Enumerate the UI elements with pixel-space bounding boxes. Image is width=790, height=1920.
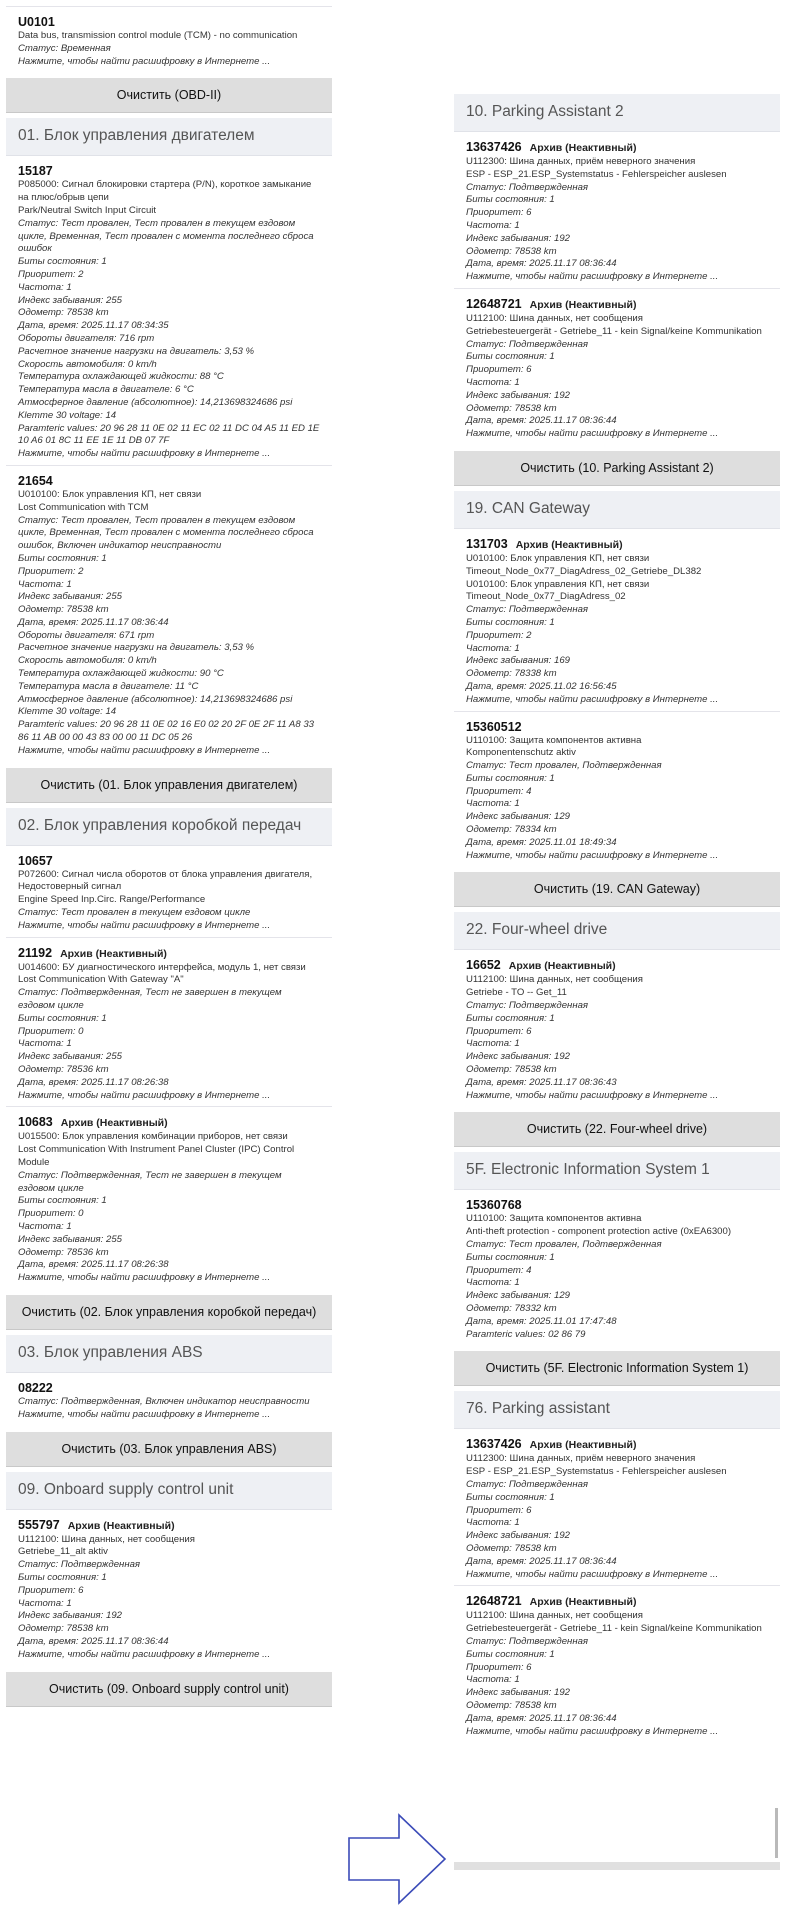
dtc-detail-line: Одометр: 78538 km (466, 1699, 557, 1711)
dtc-detail-line: Статус: Тест провален, Подтвержденная (466, 760, 662, 772)
section-header: 02. Блок управления коробкой передач (6, 808, 332, 846)
dtc-detail-line: Одометр: 78338 km (466, 668, 557, 680)
search-online-link[interactable]: Нажмите, чтобы найти расшифровку в Интернете ... (18, 919, 271, 931)
dtc-detail-line: Дата, время: 2025.11.01 18:49:34 (466, 836, 617, 848)
dtc-detail-line: Одометр: 78538 km (466, 245, 557, 257)
dtc-detail-line: Park/Neutral Switch Input Circuit (18, 204, 157, 216)
scrollbar[interactable] (775, 1808, 778, 1858)
search-online-link[interactable]: Нажмите, чтобы найти расшифровку в Интернете ... (466, 1089, 719, 1101)
clear-button-wrap (454, 445, 780, 491)
archive-badge: Архив (Неактивный) (508, 960, 616, 973)
dtc-detail-line: U112100: Шина данных, нет сообщения (18, 1533, 195, 1545)
dtc-code (454, 140, 780, 156)
dtc-detail-line: Lost Communication with TCM (18, 501, 149, 513)
dtc-detail-line: Частота: 1 (466, 1517, 520, 1529)
dtc-code (6, 474, 332, 489)
dtc-detail-line: Одометр: 78538 km (18, 307, 109, 319)
dtc-detail-line: U112300: Шина данных, приём неверного значения (466, 156, 696, 167)
dtc-details (6, 1534, 332, 1662)
dtc-detail-line: U010100: Блок управления КП, нет связи (466, 552, 650, 564)
right-arrow-icon (347, 1813, 447, 1905)
dtc-detail-line: Одометр: 78538 km (18, 604, 109, 616)
search-online-link[interactable]: Нажмите, чтобы найти расшифровку в Интернете ... (18, 55, 271, 67)
search-online-link[interactable]: Нажмите, чтобы найти расшифровку в Интернете ... (466, 1568, 719, 1580)
dtc-code-number: 13637426 (466, 140, 522, 154)
section-header: 5F. Electronic Information System 1 (454, 1152, 780, 1190)
search-online-link[interactable]: Нажмите, чтобы найти расшифровку в Интернете ... (466, 1725, 719, 1737)
dtc-detail-line: Дата, время: 2025.11.17 08:26:38 (18, 1259, 169, 1271)
dtc-detail-line: Температура масла в двигателе: 6 °C (18, 384, 194, 396)
section-header: 09. Onboard supply control unit (6, 1472, 332, 1510)
dtc-detail-line: Timeout_Node_0x77_DiagAdress_02_Getriebe_DL382 (466, 565, 702, 577)
dtc-detail-line: U112100: Шина данных, нет сообщения (466, 312, 643, 324)
dtc-detail-line: Lost Communication With Instrument Panel Cluster (IPC) Control Module (18, 1144, 295, 1168)
clear-button-wrap (6, 1289, 332, 1335)
dtc-detail-line: Статус: Подтвержденная (466, 338, 589, 350)
dtc-entry[interactable] (6, 938, 332, 1108)
dtc-code-number: 21192 (18, 945, 53, 960)
dtc-detail-line: Приоритет: 2 (466, 629, 532, 641)
dtc-detail-line: Статус: Подтвержденная (466, 1635, 589, 1647)
dtc-detail-line: Приоритет: 6 (466, 364, 532, 376)
dtc-detail-line: Приоритет: 0 (18, 1025, 84, 1037)
dtc-detail-line: Одометр: 78536 km (18, 1246, 109, 1258)
clear-codes-button[interactable]: Очистить (22. Four-wheel drive) (454, 1112, 780, 1146)
dtc-detail-line: Anti-theft protection - component protection active (0xEA6300) (466, 1226, 732, 1238)
dtc-entry[interactable] (454, 1190, 780, 1345)
dtc-detail-line: Приоритет: 2 (18, 565, 84, 577)
dtc-detail-line: Engine Speed Inp.Circ. Range/Performance (18, 894, 206, 906)
clear-button-wrap (454, 866, 780, 912)
dtc-detail-line: Приоритет: 6 (466, 1661, 532, 1673)
archive-badge: Архив (Неактивный) (67, 1519, 175, 1532)
dtc-detail-line: Биты состояния: 1 (466, 616, 555, 628)
dtc-detail-line: Getriebesteuergerät - Getriebe_11 - kein Signal/keine Kommunikation (466, 325, 762, 337)
dtc-detail-line: Биты состояния: 1 (466, 1012, 555, 1024)
dtc-detail-line: Приоритет: 4 (466, 785, 532, 797)
archive-badge: Архив (Неактивный) (529, 142, 637, 154)
clear-codes-button[interactable]: Очистить (03. Блок управления ABS) (6, 1432, 332, 1466)
section-header: 76. Parking assistant (454, 1391, 780, 1429)
dtc-detail-line: Data bus, transmission control module (TCM) - no communication (18, 30, 298, 41)
dtc-detail-line: Одометр: 78536 km (18, 1064, 109, 1076)
dtc-detail-line: Индекс забывания: 192 (18, 1610, 123, 1622)
dtc-detail-line: U110100: Защита компонентов активна (466, 734, 642, 746)
dtc-detail-line: Индекс забывания: 255 (18, 1233, 123, 1245)
dtc-code-number: 16652 (466, 958, 501, 973)
dtc-code-number: 12648721 (466, 296, 522, 311)
dtc-detail-line: Температура охлаждающей жидкости: 90 °C (18, 668, 224, 680)
search-online-link[interactable]: Нажмите, чтобы найти расшифровку в Интернете ... (466, 849, 719, 861)
dtc-detail-line: Getriebe_11_alt aktiv (18, 1546, 108, 1558)
dtc-detail-line: Приоритет: 2 (18, 268, 84, 280)
dtc-detail-line: Биты состояния: 1 (18, 256, 107, 268)
dtc-details (454, 1213, 780, 1341)
dtc-detail-line: Скорость автомобиля: 0 km/h (18, 655, 157, 667)
dtc-details (454, 1610, 780, 1738)
clear-codes-button[interactable]: Очистить (10. Parking Assistant 2) (454, 451, 780, 485)
dtc-code-number: 555797 (18, 1517, 60, 1532)
dtc-detail-line: P085000: Сигнал блокировки стартера (P/N), короткое замыкание на плюс/обрыв цепи (18, 179, 312, 204)
search-online-link[interactable]: Нажмите, чтобы найти расшифровку в Интернете ... (18, 448, 271, 460)
section-header: 10. Parking Assistant 2 (454, 94, 780, 132)
dtc-entry[interactable] (6, 1510, 332, 1666)
dtc-details (454, 156, 780, 284)
left-column (6, 0, 332, 1712)
dtc-detail-line: Приоритет: 0 (18, 1208, 84, 1220)
archive-badge: Архив (Неактивный) (515, 538, 623, 551)
dtc-detail-line: Одометр: 78538 km (18, 1623, 109, 1635)
dtc-detail-line: U015500: Блок управления комбинации приборов, нет связи (18, 1131, 288, 1143)
dtc-details (6, 489, 332, 758)
dtc-detail-line: Статус: Подтвержденная, Тест не завершен в текущем ездовом цикле (18, 987, 282, 1012)
dtc-detail-line: Биты состояния: 1 (18, 1012, 107, 1024)
dtc-entry[interactable] (454, 529, 780, 712)
dtc-detail-line: U112300: Шина данных, приём неверного значения (466, 1453, 696, 1465)
dtc-details (6, 1131, 332, 1285)
dtc-detail-line: Статус: Подтвержденная, Включен индикатор неисправности (18, 1395, 310, 1407)
dtc-code (6, 1518, 332, 1534)
dtc-detail-line: Индекс забывания: 255 (18, 294, 123, 306)
dtc-detail-line: Дата, время: 2025.11.17 08:36:44 (466, 1555, 617, 1567)
dtc-entry[interactable] (454, 1586, 780, 1742)
dtc-details (6, 30, 332, 68)
dtc-detail-line: Частота: 1 (18, 1038, 72, 1050)
dtc-details (454, 735, 780, 863)
dtc-code-number: 21654 (18, 473, 53, 488)
dtc-code (454, 958, 780, 974)
dtc-detail-line: Timeout_Node_0x77_DiagAdress_02 (466, 591, 626, 603)
dtc-detail-line: Биты состояния: 1 (466, 1648, 555, 1660)
dtc-detail-line: Приоритет: 6 (466, 207, 532, 219)
dtc-detail-line: Статус: Временная (18, 42, 111, 54)
search-online-link[interactable]: Нажмите, чтобы найти расшифровку в Интернете ... (466, 693, 719, 705)
dtc-entry[interactable] (454, 950, 780, 1106)
right-column (454, 94, 780, 1742)
clear-button-wrap (454, 1106, 780, 1152)
dtc-detail-line: Дата, время: 2025.11.17 08:36:44 (466, 258, 617, 270)
clear-codes-button[interactable]: Очистить (01. Блок управления двигателем) (6, 768, 332, 802)
dtc-detail-line: Частота: 1 (18, 1220, 72, 1232)
dtc-detail-line: Дата, время: 2025.11.17 08:26:38 (18, 1076, 169, 1088)
dtc-detail-line: Paramteric values: 20 96 28 11 0E 02 11 EC 02 11 DC 04 A5 11 ED 1E 10 A6 01 8C 11 EE 1E 11 DB 07 7F (18, 422, 320, 447)
dtc-detail-line: Дата, время: 2025.11.02 16:56:45 (466, 680, 617, 692)
dtc-detail-line: Статус: Подтвержденная, Тест не завершен в текущем ездовом цикле (18, 1169, 282, 1194)
dtc-code-number: 12648721 (466, 1594, 522, 1609)
clear-button-wrap (6, 1426, 332, 1472)
dtc-detail-line: Одометр: 78334 km (466, 824, 557, 836)
dtc-detail-line: Индекс забывания: 255 (18, 1051, 123, 1063)
dtc-detail-line: Частота: 1 (466, 1038, 520, 1050)
dtc-detail-line: Частота: 1 (466, 1674, 520, 1686)
clear-codes-button[interactable]: Очистить (02. Блок управления коробкой передач) (6, 1295, 332, 1329)
dtc-detail-line: Биты состояния: 1 (18, 1195, 107, 1207)
dtc-detail-line: Одометр: 78332 km (466, 1303, 557, 1315)
dtc-entry[interactable] (454, 132, 780, 289)
clear-codes-button[interactable]: Очистить (OBD-II) (6, 78, 332, 112)
dtc-detail-line: Getriebesteuergerät - Getriebe_11 - kein Signal/keine Kommunikation (466, 1623, 762, 1635)
top-divider (6, 0, 332, 7)
clear-button-wrap (454, 1345, 780, 1391)
dtc-code-number: 08222 (18, 1380, 53, 1395)
dtc-code (454, 1437, 780, 1453)
archive-badge: Архив (Неактивный) (529, 1596, 637, 1609)
dtc-details (6, 869, 332, 933)
dtc-detail-line: Частота: 1 (18, 281, 72, 293)
dtc-code-number: 131703 (466, 536, 508, 551)
dtc-detail-line: Статус: Тест провален, Тест провален в текущем ездовом цикле, Временная, Тест провален с момента последнего сброса ошибок (18, 217, 314, 255)
dtc-detail-line: Komponentenschutz aktiv (466, 747, 576, 759)
dtc-detail-line: Дата, время: 2025.11.01 17:47:48 (466, 1315, 617, 1327)
dtc-code-number: U0101 (18, 15, 55, 29)
dtc-code-number: 13637426 (466, 1437, 522, 1452)
dtc-detail-line: Одометр: 78538 km (466, 402, 557, 414)
dtc-detail-line: Индекс забывания: 255 (18, 591, 123, 603)
dtc-code (454, 720, 780, 735)
dtc-detail-line: U110100: Защита компонентов активна (466, 1213, 642, 1225)
dtc-code-number: 15360512 (466, 719, 522, 734)
dtc-code (6, 854, 332, 869)
dtc-details (454, 1453, 780, 1581)
dtc-detail-line: Дата, время: 2025.11.17 08:36:44 (466, 1712, 617, 1724)
clear-codes-button[interactable]: Очистить (19. CAN Gateway) (454, 872, 780, 906)
archive-badge: Архив (Неактивный) (60, 947, 167, 960)
search-online-link[interactable]: Нажмите, чтобы найти расшифровку в Интернете ... (18, 1648, 271, 1660)
clear-codes-button[interactable]: Очистить (09. Onboard supply control unit) (6, 1672, 332, 1706)
dtc-detail-line: Klemme 30 voltage: 14 (18, 706, 117, 718)
dtc-detail-line: Статус: Подтвержденная (466, 604, 589, 616)
dtc-code (6, 15, 332, 30)
dtc-detail-line: Скорость автомобиля: 0 km/h (18, 358, 157, 370)
dtc-detail-line: Индекс забывания: 169 (466, 655, 571, 667)
dtc-entry[interactable] (6, 1373, 332, 1426)
dtc-code-number: 10657 (18, 853, 53, 868)
dtc-detail-line: P072600: Сигнал числа оборотов от блока управления двигателя, Недостоверный сигнал (18, 868, 313, 893)
dtc-detail-line: Klemme 30 voltage: 14 (18, 409, 117, 421)
dtc-detail-line: Приоритет: 6 (466, 1504, 532, 1516)
dtc-code (6, 164, 332, 179)
dtc-code (6, 1115, 332, 1131)
dtc-detail-line: Одометр: 78538 km (466, 1542, 557, 1554)
dtc-entry[interactable] (6, 466, 332, 762)
dtc-detail-line: ESP - ESP_21.ESP_Systemstatus - Fehlerspeicher auslesen (466, 168, 727, 180)
dtc-entry[interactable] (6, 156, 332, 466)
archive-badge: Архив (Неактивный) (529, 298, 637, 311)
dtc-code-number: 15187 (18, 164, 53, 179)
dtc-detail-line: Статус: Подтвержденная (466, 181, 589, 193)
dtc-detail-line: Статус: Подтвержденная (466, 1479, 589, 1490)
dtc-detail-line: U010100: Блок управления КП, нет связи (466, 578, 650, 590)
dtc-detail-line: Getriebe - TO -- Get_11 (466, 987, 567, 999)
dtc-entry[interactable] (6, 846, 332, 938)
dtc-details (454, 313, 780, 441)
dtc-detail-line: Приоритет: 6 (18, 1584, 84, 1596)
dtc-detail-line: Частота: 1 (466, 798, 520, 810)
dtc-details (6, 1396, 332, 1422)
dtc-detail-line: Индекс забывания: 129 (466, 1290, 571, 1302)
dtc-detail-line: Частота: 1 (466, 219, 520, 231)
dtc-detail-line: Расчетное значение нагрузки на двигатель: 3,53 % (18, 345, 255, 357)
dtc-detail-line: Статус: Тест провален, Подтвержденная (466, 1239, 662, 1251)
dtc-detail-line: Атмосферное давление (абсолютное): 14,213698324686 psi (18, 693, 293, 705)
clear-button-wrap (6, 762, 332, 808)
search-online-link[interactable]: Нажмите, чтобы найти расшифровку в Интернете ... (18, 744, 271, 756)
dtc-detail-line: Биты состояния: 1 (466, 1491, 555, 1503)
dtc-detail-line: Индекс забывания: 192 (466, 389, 571, 401)
search-online-link[interactable]: Нажмите, чтобы найти расшифровку в Интернете ... (18, 1272, 271, 1284)
search-online-link[interactable]: Нажмите, чтобы найти расшифровку в Интернете ... (466, 428, 719, 440)
dtc-code (6, 946, 332, 962)
dtc-code-number: 10683 (18, 1115, 53, 1130)
dtc-detail-line: Обороты двигателя: 716 rpm (18, 332, 155, 344)
dtc-code (454, 537, 780, 553)
dtc-detail-line: Paramteric values: 20 96 28 11 0E 02 16 E0 02 20 2F 0E 2F 11 A8 33 86 11 AB 00 00 43 83 00 00 11 DC 05 26 (18, 719, 315, 744)
dtc-detail-line: Частота: 1 (466, 376, 520, 388)
clear-button-wrap (6, 72, 332, 118)
dtc-detail-line: Частота: 1 (466, 642, 520, 654)
section-header: 03. Блок управления ABS (6, 1335, 332, 1373)
dtc-detail-line: Дата, время: 2025.11.17 08:36:44 (466, 415, 617, 427)
dtc-detail-line: Частота: 1 (18, 1597, 72, 1609)
dtc-detail-line: Расчетное значение нагрузки на двигатель: 3,53 % (18, 642, 255, 654)
dtc-detail-line: Индекс забывания: 192 (466, 232, 571, 244)
dtc-details (6, 179, 332, 461)
dtc-detail-line: Биты состояния: 1 (466, 351, 555, 363)
dtc-detail-line: Статус: Подтвержденная (18, 1559, 141, 1571)
dtc-code (454, 1198, 780, 1213)
dtc-detail-line: Статус: Тест провален, Тест провален в текущем ездовом цикле, Временная, Тест провален с момента последнего сброса ошибок, Включен индикатор неисправности (18, 514, 314, 552)
dtc-detail-line: Приоритет: 4 (466, 1264, 532, 1276)
dtc-detail-line: Биты состояния: 1 (466, 194, 555, 206)
dtc-code (454, 297, 780, 313)
dtc-detail-line: Статус: Подтвержденная (466, 1000, 589, 1012)
dtc-detail-line: Температура охлаждающей жидкости: 88 °C (18, 371, 224, 383)
dtc-detail-line: Дата, время: 2025.11.17 08:34:35 (18, 320, 169, 332)
section-header: 22. Four-wheel drive (454, 912, 780, 950)
next-clear-button-partial[interactable] (454, 1862, 780, 1870)
dtc-code-number: 15360768 (466, 1198, 522, 1213)
archive-badge: Архив (Неактивный) (60, 1117, 168, 1130)
dtc-detail-line: Одометр: 78538 km (466, 1064, 557, 1076)
dtc-detail-line: U010100: Блок управления КП, нет связи (18, 488, 202, 500)
dtc-detail-line: U014600: БУ диагностического интерфейса, модуль 1, нет связи (18, 961, 306, 973)
dtc-detail-line: Дата, время: 2025.11.17 08:36:44 (18, 616, 169, 628)
dtc-detail-line: Биты состояния: 1 (18, 552, 107, 564)
dtc-detail-line: Обороты двигателя: 671 rpm (18, 629, 155, 641)
dtc-detail-line: Приоритет: 6 (466, 1025, 532, 1037)
dtc-detail-line: Индекс забывания: 192 (466, 1687, 571, 1699)
dtc-detail-line: Дата, время: 2025.11.17 08:36:44 (18, 1635, 169, 1647)
dtc-detail-line: Частота: 1 (466, 1277, 520, 1289)
archive-badge: Архив (Неактивный) (529, 1439, 637, 1452)
dtc-detail-line: ESP - ESP_21.ESP_Systemstatus - Fehlerspeicher auslesen (466, 1466, 727, 1478)
search-online-link[interactable]: Нажмите, чтобы найти расшифровку в Интернете ... (18, 1408, 271, 1420)
dtc-detail-line: Частота: 1 (18, 578, 72, 590)
dtc-detail-line: Индекс забывания: 192 (466, 1530, 571, 1542)
section-header: 01. Блок управления двигателем (6, 118, 332, 156)
dtc-code (454, 1594, 780, 1610)
dtc-detail-line: Биты состояния: 1 (466, 772, 555, 784)
dtc-detail-line: Биты состояния: 1 (18, 1571, 107, 1583)
dtc-detail-line: Температура масла в двигателе: 11 °C (18, 680, 199, 692)
search-online-link[interactable]: Нажмите, чтобы найти расшифровку в Интернете ... (18, 1089, 271, 1101)
clear-codes-button[interactable]: Очистить (5F. Electronic Information System 1) (454, 1351, 780, 1385)
dtc-detail-line: Атмосферное давление (абсолютное): 14,213698324686 psi (18, 396, 293, 408)
dtc-entry[interactable] (454, 712, 780, 867)
dtc-detail-line: Дата, время: 2025.11.17 08:36:43 (466, 1076, 617, 1088)
dtc-detail-line: U112100: Шина данных, нет сообщения (466, 974, 643, 986)
dtc-detail-line: U112100: Шина данных, нет сообщения (466, 1610, 643, 1622)
dtc-detail-line: Индекс забывания: 192 (466, 1051, 571, 1063)
dtc-details (454, 974, 780, 1102)
dtc-entry[interactable] (6, 7, 332, 72)
dtc-entry[interactable] (454, 1429, 780, 1586)
dtc-detail-line: Статус: Тест провален в текущем ездовом цикле (18, 907, 251, 919)
search-online-link[interactable]: Нажмите, чтобы найти расшифровку в Интернете ... (466, 271, 719, 283)
section-header: 19. CAN Gateway (454, 491, 780, 529)
dtc-detail-line: Биты состояния: 1 (466, 1251, 555, 1263)
dtc-details (454, 553, 780, 707)
dtc-detail-line: Paramteric values: 02 86 79 (466, 1328, 586, 1340)
dtc-entry[interactable] (6, 1107, 332, 1289)
dtc-detail-line: Индекс забывания: 129 (466, 811, 571, 823)
clear-button-wrap (6, 1666, 332, 1712)
dtc-detail-line: Lost Communication With Gateway "A" (18, 974, 184, 986)
dtc-code (6, 1381, 332, 1396)
dtc-entry[interactable] (454, 289, 780, 445)
dtc-details (6, 962, 332, 1103)
